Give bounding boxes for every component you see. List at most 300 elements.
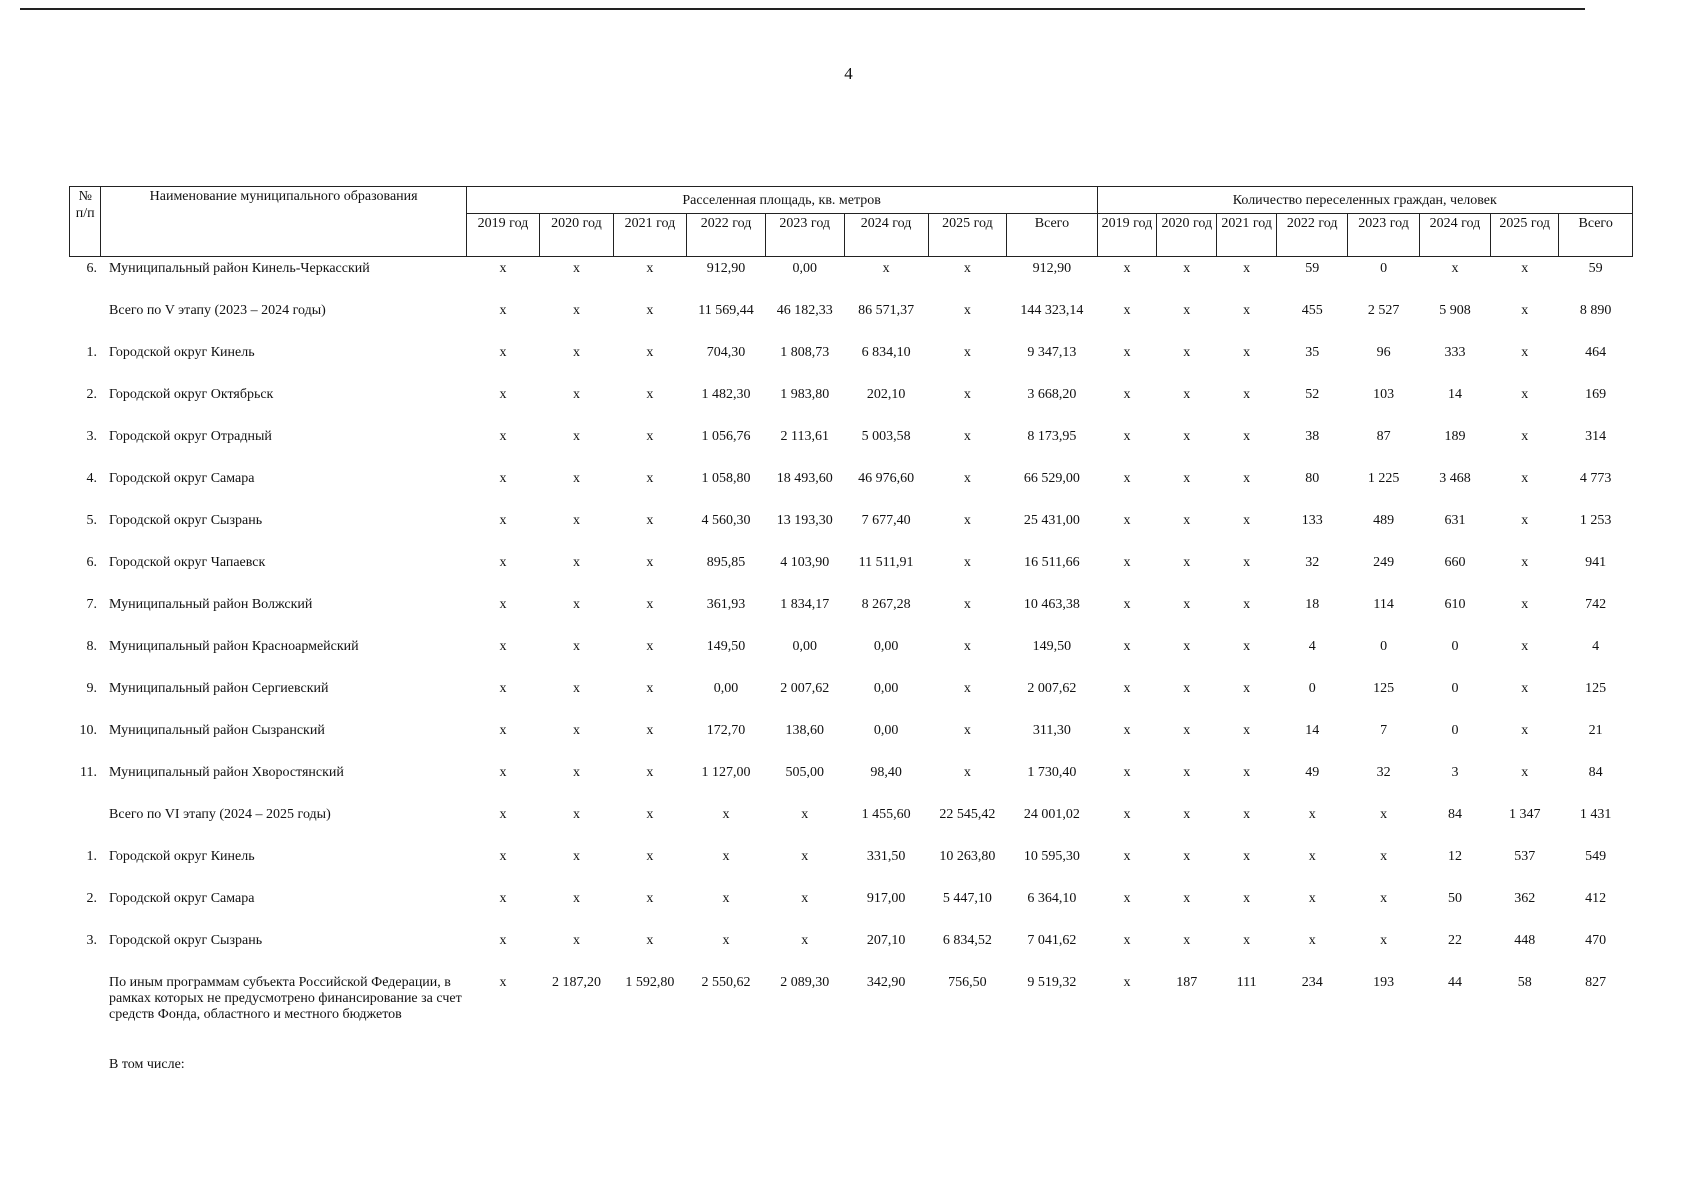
people-cell: 5 908 [1439,303,1471,318]
header-people-year: 2023 год [1348,214,1419,257]
area-cell: x [499,849,507,864]
area-cell: 172,70 [706,723,746,738]
people-cell: 1 347 [1508,807,1541,822]
area-cell: 0,00 [792,261,817,276]
people-cell: x [1123,639,1131,654]
area-cell: 11 569,44 [698,303,754,318]
people-cell: x [1243,555,1251,570]
people-cell: x [1521,681,1529,696]
area-cell: x [572,303,580,318]
area-cell: 342,90 [866,975,906,990]
people-total-cell: 827 [1585,975,1607,990]
people-cell: 12 [1447,849,1462,864]
people-cell: x [1243,933,1251,948]
row-number: 7. [86,597,97,612]
people-cell: 0 [1451,639,1459,654]
area-cell: x [646,765,654,780]
row-name: Городской округ Кинель [108,345,255,360]
area-cell: x [646,681,654,696]
people-cell: x [1123,387,1131,402]
row-number: 11. [80,765,97,780]
people-cell: x [1451,261,1459,276]
footer-label: В том числе: [108,1057,185,1072]
area-cell: 756,50 [948,975,987,990]
row-name: Городской округ Сызрань [108,513,263,528]
row-name: Городской округ Кинель [108,849,255,864]
area-cell: x [499,597,507,612]
people-cell: x [1123,849,1131,864]
row-number: 9. [86,681,97,696]
area-cell: 1 058,80 [701,471,751,486]
area-cell: x [722,849,730,864]
people-cell: 537 [1514,849,1536,864]
people-cell: x [1123,261,1131,276]
header-area-year: 2023 год [765,214,844,257]
area-total-cell: 311,30 [1032,723,1071,738]
people-cell: 14 [1305,723,1320,738]
people-cell: x [1521,429,1529,444]
people-total-cell: 21 [1588,723,1603,738]
area-cell: x [646,891,654,906]
area-cell: 1 056,76 [701,429,751,444]
table-row [70,887,1633,929]
area-cell: 1 482,30 [701,387,751,402]
people-cell: x [1521,261,1529,276]
header-people-year: 2019 год [1097,214,1157,257]
area-cell: 207,10 [866,933,906,948]
people-cell: x [1123,345,1131,360]
area-cell: x [572,261,580,276]
area-cell: x [963,387,971,402]
people-cell: 59 [1305,261,1320,276]
people-total-cell: 8 890 [1579,303,1612,318]
people-cell: x [1521,513,1529,528]
people-cell: 3 [1451,765,1459,780]
people-cell: x [1183,513,1191,528]
header-area-group: Расселенная площадь, кв. метров [466,187,1097,214]
area-cell: 7 677,40 [861,513,911,528]
area-cell: x [963,471,971,486]
area-cell: 0,00 [873,639,899,654]
people-cell: 80 [1305,471,1320,486]
row-name: Городской округ Октябрьск [108,387,274,402]
header-area-year: 2024 год [844,214,928,257]
people-total-cell: 742 [1585,597,1607,612]
people-cell: x [1183,429,1191,444]
area-cell: x [572,807,580,822]
area-cell: 0,00 [873,723,899,738]
row-number: 6. [86,261,97,276]
people-cell: 610 [1444,597,1466,612]
header-area-total: Всего [1007,214,1097,257]
area-cell: x [572,933,580,948]
area-cell: x [499,723,507,738]
table-row [70,341,1633,383]
area-cell: x [572,387,580,402]
row-number: 6. [86,555,97,570]
area-cell: x [801,849,809,864]
people-cell: x [1123,975,1131,990]
people-cell: x [1521,471,1529,486]
area-total-cell: 9 519,32 [1027,975,1077,990]
area-cell: x [572,471,580,486]
people-cell: x [1123,597,1131,612]
area-cell: 46 182,33 [776,303,833,318]
area-cell: x [882,261,890,276]
header-area-year: 2020 год [540,214,613,257]
area-cell: 331,50 [866,849,906,864]
row-name: По иным программам субъекта Российской Федерации, в рамках которых не предусмотрено финансирование за счет средств Фонда, областного и местного бюджетов [108,975,462,1022]
header-name: Наименование муниципального образования [101,187,466,257]
people-cell: 58 [1517,975,1532,990]
row-name: Муниципальный район Сызранский [108,723,325,738]
area-cell: x [572,681,580,696]
area-cell: 138,60 [785,723,824,738]
area-cell: x [572,849,580,864]
row-name: Всего по V этапу (2023 – 2024 годы) [108,303,326,318]
header-people-year: 2021 год [1217,214,1277,257]
area-cell: 2 007,62 [780,681,830,696]
area-cell: 2 113,61 [780,429,829,444]
area-total-cell: 25 431,00 [1023,513,1080,528]
area-total-cell: 144 323,14 [1020,303,1084,318]
table-row [70,677,1633,719]
table-row [70,971,1633,1053]
people-cell: x [1123,891,1131,906]
area-cell: 505,00 [785,765,824,780]
people-total-cell: 549 [1585,849,1607,864]
area-cell: 98,40 [870,765,902,780]
area-cell: x [646,807,654,822]
area-cell: 6 834,10 [861,345,911,360]
header-num: № п/п [70,187,101,257]
people-cell: x [1380,933,1388,948]
people-cell: x [1123,765,1131,780]
people-cell: x [1521,597,1529,612]
people-cell: x [1183,765,1191,780]
row-number: 3. [86,429,97,444]
people-cell: 249 [1373,555,1395,570]
area-cell: 5 447,10 [942,891,992,906]
area-cell: x [499,261,507,276]
row-name: Всего по VI этапу (2024 – 2025 годы) [108,807,331,822]
people-cell: x [1243,849,1251,864]
area-cell: x [499,765,507,780]
area-total-cell: 912,90 [1032,261,1072,276]
area-cell: 4 560,30 [701,513,751,528]
area-cell: x [646,429,654,444]
people-cell: 44 [1447,975,1462,990]
people-cell: 189 [1444,429,1466,444]
people-cell: x [1308,933,1316,948]
area-cell: x [499,681,507,696]
area-total-cell: 2 007,62 [1027,681,1077,696]
table-row [70,299,1633,341]
people-total-cell: 4 [1592,639,1600,654]
area-cell: 1 455,60 [861,807,911,822]
people-cell: 0 [1380,639,1388,654]
area-cell: 86 571,37 [858,303,915,318]
area-cell: x [499,807,507,822]
area-cell: 1 592,80 [625,975,675,990]
people-cell: x [1243,513,1251,528]
area-cell: x [572,639,580,654]
row-number: 4. [86,471,97,486]
area-cell: x [499,471,507,486]
area-cell: 912,90 [706,261,746,276]
people-cell: x [1521,723,1529,738]
area-total-cell: 10 463,38 [1023,597,1080,612]
area-cell: x [499,513,507,528]
area-cell: x [722,891,730,906]
people-cell: 50 [1447,891,1462,906]
row-name: Муниципальный район Красноармейский [108,639,359,654]
area-cell: 1 127,00 [701,765,751,780]
area-cell: x [801,891,809,906]
area-cell: x [646,639,654,654]
area-cell: 46 976,60 [858,471,915,486]
header-people-year: 2020 год [1157,214,1217,257]
row-number: 1. [86,345,97,360]
row-number: 3. [86,933,97,948]
people-cell: x [1243,345,1251,360]
area-cell: 0,00 [713,681,739,696]
area-cell: 0,00 [873,681,899,696]
people-total-cell: 1 253 [1579,513,1612,528]
area-cell: x [499,639,507,654]
people-cell: 234 [1301,975,1323,990]
area-cell: x [499,429,507,444]
table-row [70,719,1633,761]
people-cell: x [1183,555,1191,570]
people-cell: 18 [1305,597,1320,612]
people-cell: x [1308,891,1316,906]
row-name: Муниципальный район Кинель-Черкасский [108,261,370,276]
people-cell: 38 [1305,429,1320,444]
area-cell: x [572,513,580,528]
header-area-year: 2021 год [613,214,686,257]
people-cell: 455 [1301,303,1323,318]
people-cell: x [1183,303,1191,318]
people-cell: 3 468 [1439,471,1471,486]
area-cell: 704,30 [706,345,746,360]
area-cell: x [722,807,730,822]
row-number: 5. [86,513,97,528]
table-row [70,467,1633,509]
people-cell: 631 [1444,513,1466,528]
people-cell: 0 [1380,261,1388,276]
area-cell: 0,00 [792,639,817,654]
row-number [70,299,101,341]
people-cell: x [1521,765,1529,780]
people-cell: x [1243,387,1251,402]
area-total-cell: 16 511,66 [1024,555,1080,570]
table-row [70,1053,1633,1083]
area-cell: 22 545,42 [939,807,996,822]
row-name: Городской округ Самара [108,891,255,906]
area-cell: x [572,345,580,360]
area-cell: x [499,891,507,906]
row-name: Муниципальный район Хворостянский [108,765,344,780]
area-total-cell: 66 529,00 [1023,471,1080,486]
area-total-cell: 1 730,40 [1027,765,1077,780]
row-number: 2. [86,387,97,402]
people-cell: x [1243,261,1251,276]
header-area-year: 2022 год [687,214,766,257]
people-cell: x [1183,807,1191,822]
row-number: 8. [86,639,97,654]
people-cell: x [1243,723,1251,738]
area-cell: x [646,345,654,360]
people-cell: x [1183,639,1191,654]
people-total-cell: 314 [1585,429,1607,444]
people-total-cell: 4 773 [1579,471,1612,486]
area-cell: 5 003,58 [861,429,911,444]
people-cell: x [1308,807,1316,822]
people-cell: 103 [1373,387,1395,402]
area-cell: 11 511,91 [858,555,914,570]
row-name: Городской округ Отрадный [108,429,272,444]
table-row [70,257,1633,300]
area-cell: x [572,429,580,444]
people-cell: 0 [1308,681,1316,696]
spacer-cell [70,1053,101,1083]
people-cell: x [1380,807,1388,822]
people-cell: 362 [1514,891,1536,906]
people-cell: 96 [1376,345,1391,360]
area-cell: x [963,765,971,780]
people-cell: 114 [1373,597,1394,612]
people-cell: 193 [1373,975,1395,990]
people-total-cell: 59 [1588,261,1603,276]
people-cell: x [1183,891,1191,906]
people-cell: x [1183,471,1191,486]
area-total-cell: 10 595,30 [1023,849,1080,864]
table-row [70,425,1633,467]
people-cell: x [1183,723,1191,738]
area-cell: 10 263,80 [939,849,996,864]
area-cell: 6 834,52 [942,933,992,948]
area-cell: x [499,387,507,402]
people-cell: 22 [1447,933,1462,948]
people-cell: x [1183,261,1191,276]
area-cell: x [963,555,971,570]
area-cell: x [646,849,654,864]
area-cell: 4 103,90 [780,555,830,570]
area-total-cell: 6 364,10 [1027,891,1077,906]
area-total-cell: 8 173,95 [1027,429,1077,444]
area-cell: 1 808,73 [780,345,830,360]
area-cell: 1 834,17 [780,597,830,612]
table-row [70,929,1633,971]
people-cell: x [1243,429,1251,444]
people-cell: 125 [1373,681,1395,696]
table-row [70,383,1633,425]
header-area-year: 2019 год [466,214,539,257]
area-cell: x [572,891,580,906]
area-cell: x [963,303,971,318]
people-cell: x [1521,555,1529,570]
people-cell: x [1243,303,1251,318]
page-number: 4 [844,64,853,83]
people-cell: x [1123,807,1131,822]
area-cell: x [646,597,654,612]
area-total-cell: 3 668,20 [1027,387,1077,402]
people-cell: 660 [1444,555,1466,570]
area-cell: 2 187,20 [551,975,601,990]
area-cell: x [963,639,971,654]
header-people-year: 2022 год [1277,214,1348,257]
people-cell: x [1123,471,1131,486]
table-row [70,635,1633,677]
people-cell: x [1123,513,1131,528]
header-people-total: Всего [1559,214,1633,257]
area-cell: x [499,555,507,570]
row-name: Муниципальный район Сергиевский [108,681,329,696]
resettlement-table [69,186,1633,1083]
people-cell: 84 [1447,807,1462,822]
table-row [70,803,1633,845]
table-row [70,551,1633,593]
people-cell: x [1521,345,1529,360]
area-total-cell: 9 347,13 [1027,345,1077,360]
people-cell: 2 527 [1367,303,1400,318]
area-cell: x [646,387,654,402]
area-cell: x [499,303,507,318]
area-cell: x [646,933,654,948]
people-cell: 133 [1301,513,1323,528]
row-number: 1. [86,849,97,864]
area-cell: 361,93 [706,597,746,612]
people-total-cell: 941 [1585,555,1607,570]
area-cell: x [722,933,730,948]
people-cell: x [1123,681,1131,696]
people-cell: x [1183,387,1191,402]
people-total-cell: 464 [1585,345,1607,360]
people-cell: x [1123,555,1131,570]
area-total-cell: 24 001,02 [1023,807,1080,822]
people-cell: 49 [1305,765,1320,780]
area-total-cell: 7 041,62 [1027,933,1077,948]
people-cell: x [1308,849,1316,864]
people-cell: x [1183,597,1191,612]
row-name: Городской округ Сызрань [108,933,263,948]
people-total-cell: 1 431 [1579,807,1612,822]
people-cell: x [1243,681,1251,696]
people-cell: x [1243,639,1251,654]
people-cell: 333 [1444,345,1466,360]
people-cell: x [1521,303,1529,318]
area-cell: x [646,261,654,276]
area-cell: x [499,345,507,360]
header-people-year: 2024 год [1419,214,1490,257]
area-cell: x [572,555,580,570]
people-cell: x [1243,765,1251,780]
area-cell: 149,50 [706,639,746,654]
table-row [70,845,1633,887]
people-cell: 7 [1380,723,1388,738]
people-cell: x [1243,807,1251,822]
row-number: 10. [79,723,97,738]
people-cell: 1 225 [1367,471,1400,486]
area-cell: 917,00 [866,891,906,906]
area-cell: x [963,513,971,528]
area-cell: x [963,429,971,444]
area-cell: x [801,807,809,822]
area-cell: x [963,723,971,738]
people-cell: x [1123,303,1131,318]
area-cell: 18 493,60 [776,471,833,486]
